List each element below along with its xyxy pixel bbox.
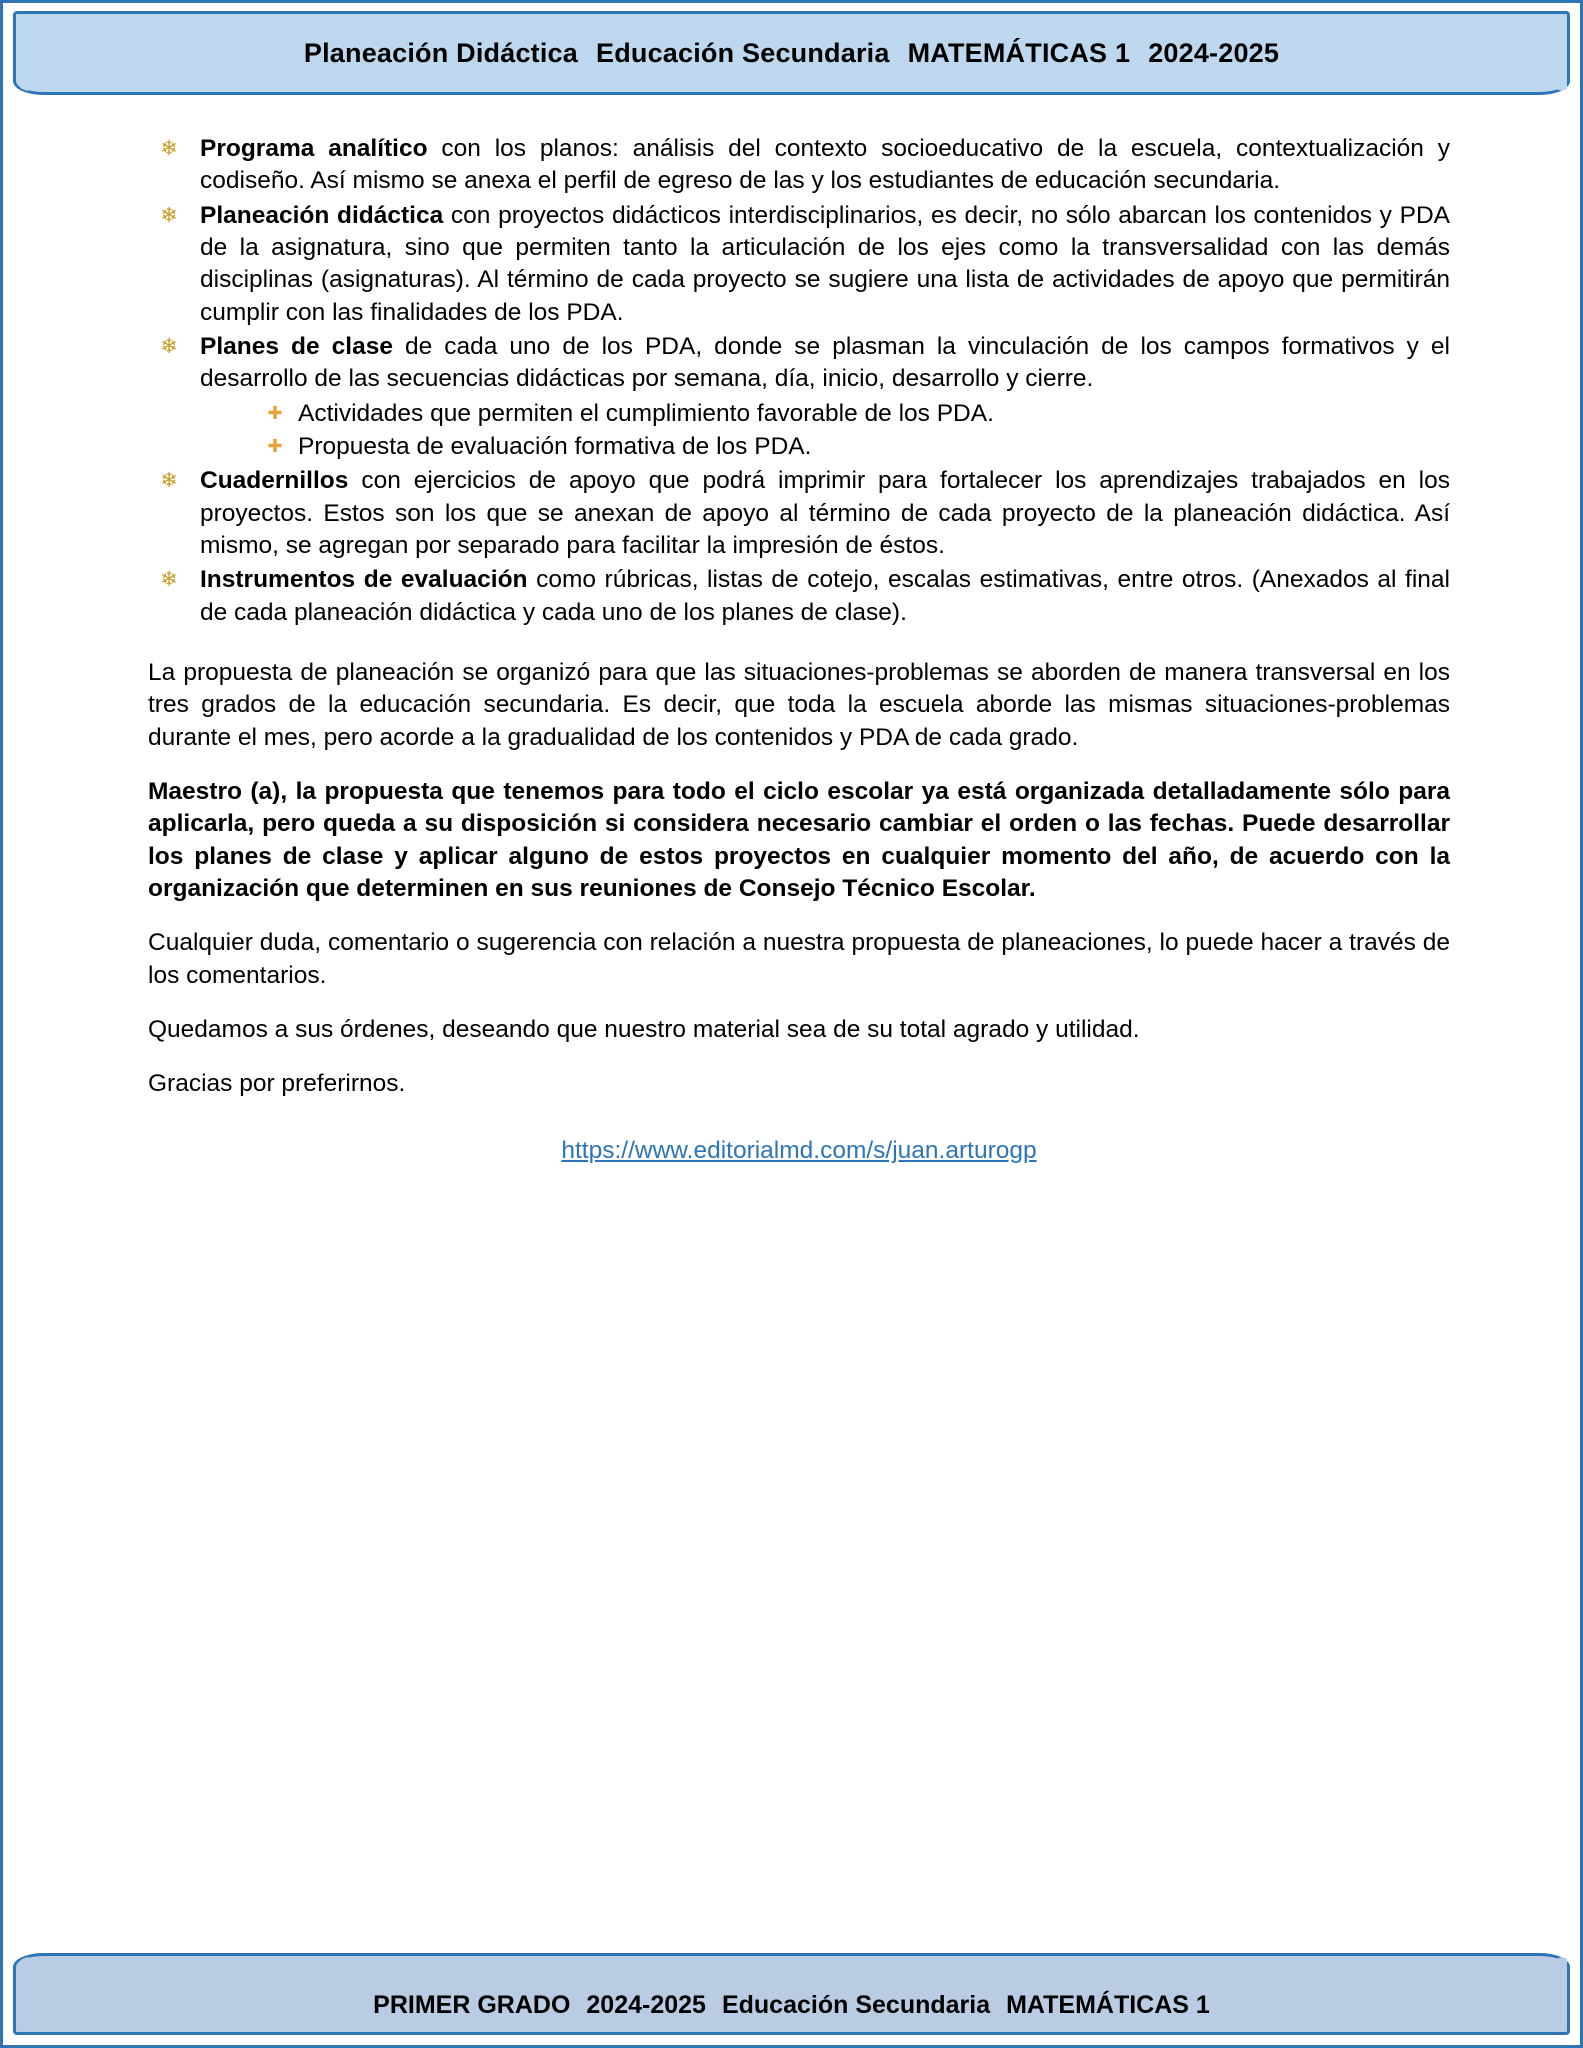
arrow-bullet-icon: ✚ <box>267 402 283 423</box>
flower-bullet-icon: ❄ <box>160 568 178 592</box>
list-item <box>264 398 1450 430</box>
list-item <box>148 200 1450 329</box>
page-footer-banner <box>13 1953 1570 2035</box>
bullet-text: de cada uno de los PDA, donde se plasman la vinculación de los campos formativos y el desarrollo de las secuencias didácticas por semana, día, inicio, desarrollo y cierre. <box>200 332 1450 393</box>
sub-bullet-text: Propuesta de evaluación formativa de los PDA. <box>298 432 812 460</box>
document-body <box>148 133 1450 1167</box>
header-part-2: Educación Secundaria <box>595 37 890 68</box>
bullet-text: con proyectos didácticos interdisciplinarios, es decir, no sólo abarcan los contenidos y PDA de la asignatura, sino que permiten tanto la articulación de los ejes como la transversalidad con las demás disciplinas (asignaturas). Al término de cada proyecto se sugiere una lista de actividades de apoyo que permitirán cumplir con las finalidades de los PDA. <box>200 201 1450 326</box>
footer-part-1: PRIMER GRADO <box>373 1991 571 2019</box>
flower-bullet-icon: ❄ <box>160 469 178 493</box>
paragraph-teacher-note: Maestro (a), la propuesta que tenemos para todo el ciclo escolar ya está organizada detalladamente sólo para aplicarla, pero queda a su disposición si considera necesario cambiar el orden o las fechas. Puede desarrollar los planes de clase y aplicar alguno de estos proyectos en cualquier momento del año, de acuerdo con la organización que determinen en sus reuniones de Consejo Técnico Escolar. <box>148 777 1450 902</box>
flower-bullet-icon: ❄ <box>160 334 178 358</box>
bullet-text: con los planos: análisis del contexto socioeducativo de la escuela, contextualización y codiseño. Así mismo se anexa el perfil de egreso de las y los estudiantes de educación secundaria. <box>200 135 1450 195</box>
footer-part-4: MATEMÁTICAS 1 <box>1006 1991 1210 2019</box>
list-item <box>148 564 1450 629</box>
page-header-title <box>304 38 1279 69</box>
list-item <box>264 431 1450 463</box>
bullet-title: Instrumentos de evaluación <box>200 566 528 594</box>
paragraph-thanks: Gracias por preferirnos. <box>148 1070 406 1098</box>
link-row <box>148 1135 1450 1167</box>
list-item <box>148 133 1450 198</box>
bullet-text: como rúbricas, listas de cotejo, escalas estimativas, entre otros. (Anexados al final de cada planeación didáctica y cada uno de los planes de clase). <box>200 566 1450 626</box>
bullet-title: Cuadernillos <box>200 467 349 495</box>
footer-part-2: 2024-2025 <box>586 1991 706 2019</box>
bullet-title: Planeación didáctica <box>200 201 444 229</box>
bullet-title: Programa analítico <box>200 135 428 162</box>
header-part-1: Planeación Didáctica <box>303 37 578 68</box>
paragraph-transversal: La propuesta de planeación se organizó para que las situaciones-problemas se aborden de manera transversal en los tres grados de la educación secundaria. Es decir, que toda la escuela aborde las mismas situaciones-problemas durante el mes, pero acorde a la gradualidad de los contenidos y PDA de cada grado. <box>148 658 1450 751</box>
page-header-banner <box>13 11 1570 95</box>
list-item <box>148 331 1450 463</box>
list-item <box>148 465 1450 562</box>
paragraph-comments: Cualquier duda, comentario o sugerencia con relación a nuestra propuesta de planeaciones, lo puede hacer a través de los comentarios. <box>148 929 1450 989</box>
sub-bullet-text: Actividades que permiten el cumplimiento favorable de los PDA. <box>298 399 994 427</box>
header-part-3: MATEMÁTICAS 1 <box>907 37 1131 68</box>
flower-bullet-icon: ❄ <box>160 137 178 160</box>
sub-bullet-list <box>200 398 1450 464</box>
editorialmd-link[interactable]: https://www.editorialmd.com/s/juan.arturogp <box>561 1136 1037 1164</box>
bullet-text: con ejercicios de apoyo que podrá imprimir para fortalecer los aprendizajes trabajados en los proyectos. Estos son los que se anexan de apoyo al término de cada proyecto de la planeación didáctica. Así mismo, se agregan por separado para facilitar la impresión de éstos. <box>200 467 1450 559</box>
feature-bullet-list <box>148 133 1450 629</box>
flower-bullet-icon: ❄ <box>160 203 178 227</box>
page-footer-title <box>373 1991 1210 2020</box>
bullet-title: Planes de clase <box>200 332 393 360</box>
arrow-bullet-icon: ✚ <box>267 435 283 456</box>
header-part-4: 2024-2025 <box>1148 37 1280 68</box>
footer-part-3: Educación Secundaria <box>721 1991 991 2019</box>
paragraph-closing: Quedamos a sus órdenes, deseando que nuestro material sea de su total agrado y utilidad. <box>148 1015 1140 1043</box>
